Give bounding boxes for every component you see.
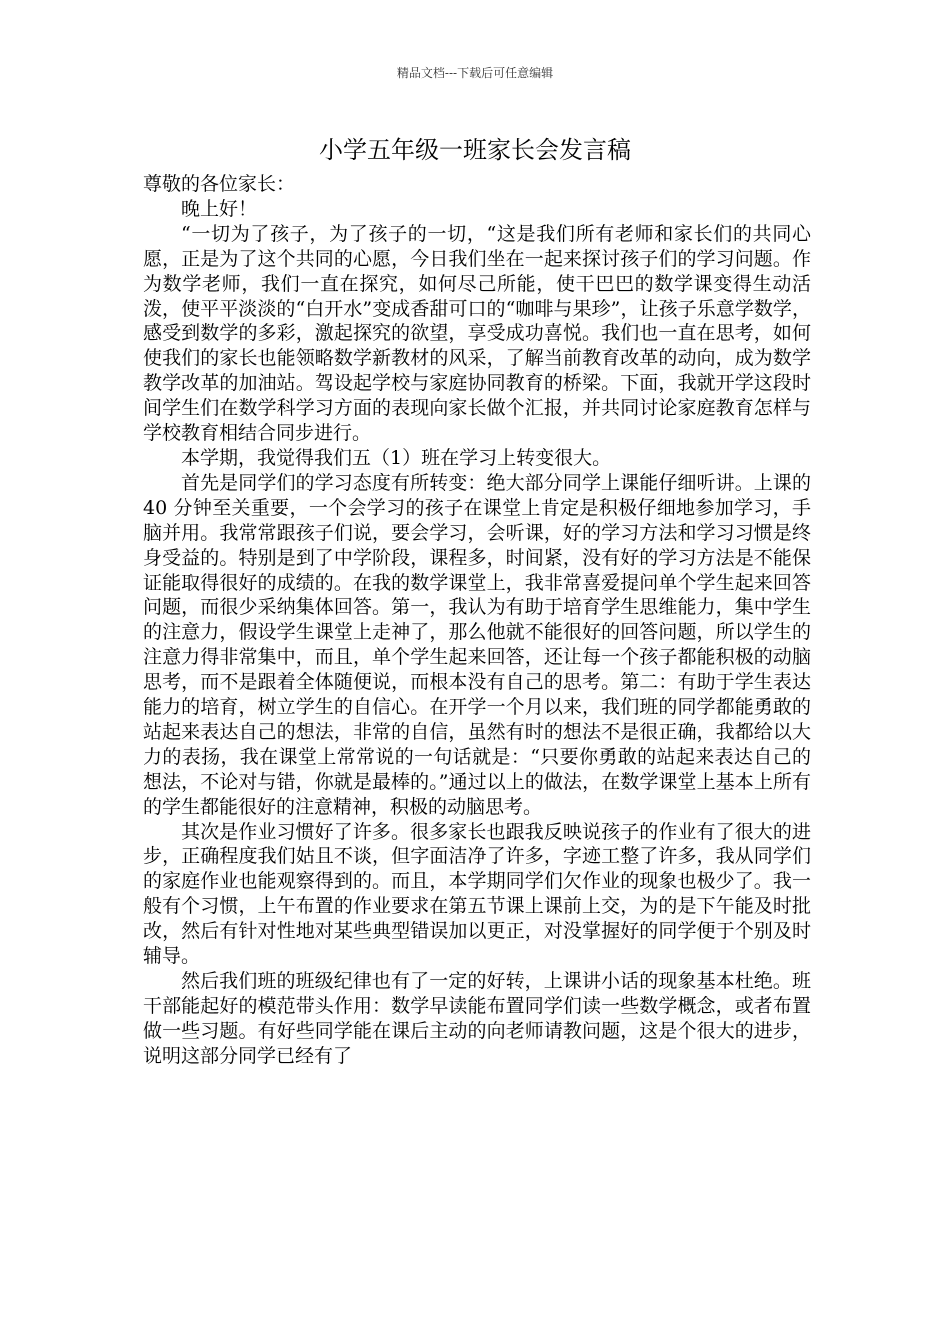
greeting: 晚上好！ — [181, 197, 258, 220]
document-body — [143, 172, 811, 1069]
page-header: 精品文档---下载后可任意编辑 — [396, 66, 554, 80]
document-title: 小学五年级一班家长会发言稿 — [319, 136, 631, 164]
paragraph-class-discipline: 然后我们班的班级纪律也有了一定的好转，上课讲小话的现象基本杜绝。班干部能起好的模范带头作用：数学早读能布置同学们读一些数学概念，或者布置做一些习题。有好些同学能在课后主动的向老师请教问题，这是个很大的进步，说明这部分同学已经有了 — [143, 970, 811, 1067]
paragraph-intro: “一切为了孩子，为了孩子的一切，“这是我们所有老师和家长们的共同心愿，正是为了这个共同的心愿，今日我们坐在一起来探讨孩子们的学习问题。作为数学老师，我们一直在探究，如何尽己所能，使干巴巴的数学课变得生动活泼，使平平淡淡的“白开水”变成香甜可口的“咖啡与果珍”，让孩子乐意学数学，感受到数学的多彩，激起探究的欲望，享受成功喜悦。我们也一直在思考，如何使我们的家长也能领略数学新教材的风采，了解当前教育改革的动向，成为数学教学改革的加油站。驾设起学校与家庭协同教育的桥梁。下面，我就开学这段时间学生们在数学科学习方面的表现向家长做个汇报，并共同讨论家庭教育怎样与学校教育相结合同步进行。 — [143, 222, 811, 445]
salutation: 尊敬的各位家长： — [143, 173, 296, 195]
paragraph-semester-change: 本学期，我觉得我们五（1）班在学习上转变很大。 — [181, 446, 612, 469]
paragraph-learning-attitude: 首先是同学们的学习态度有所转变：绝大部分同学上课能仔细听讲。上课的 40 分钟至关重要，一个会学习的孩子在课堂上肯定是积极仔细地参加学习，手脑并用。我常常跟孩子们说，要会学习，会听课，好的学习方法和学习习惯是终身受益的。特别是到了中学阶段，课程多，时间紧，没有好的学习方法是不能保证能取得很好的成绩的。在我的数学课堂上，我非常喜爱提问单个学生起来回答问题，而很少采纳集体回答。第一，我认为有助于培育学生思维能力，集中学生的注意力，假设学生课堂上走神了，那么他就不能很好的回答问题，所以学生的注意力得非常集中，而且，单个学生起来回答，还让每一个孩子都能积极的动脑思考，而不是跟着全体随便说，而根本没有自己的思考。第二：有助于学生表达能力的培育，树立学生的自信心。在开学一个月以来，我们班的同学都能勇敢的站起来表达自己的想法，非常的自信，虽然有时的想法不是很正确，我都给以大力的表扬，我在课堂上常常说的一句话就是：“只要你勇敢的站起来表达自己的想法，不论对与错，你就是最棒的。”通过以上的做法，在数学课堂上基本上所有的学生都能很好的注意精神，积极的动脑思考。 — [143, 471, 811, 818]
paragraph-homework-habits: 其次是作业习惯好了许多。很多家长也跟我反映说孩子的作业有了很大的进步，正确程度我们姑且不谈，但字面洁净了许多，字迹工整了许多，我从同学们的家庭作业也能观察得到的。而且，本学期同学们欠作业的现象也极少了。我一般有个习惯，上午布置的作业要求在第五节课上课前上交，为的是下午能及时批改，然后有针对性地对某些典型错误加以更正，对没掌握好的同学便于个别及时辅导。 — [143, 820, 811, 968]
